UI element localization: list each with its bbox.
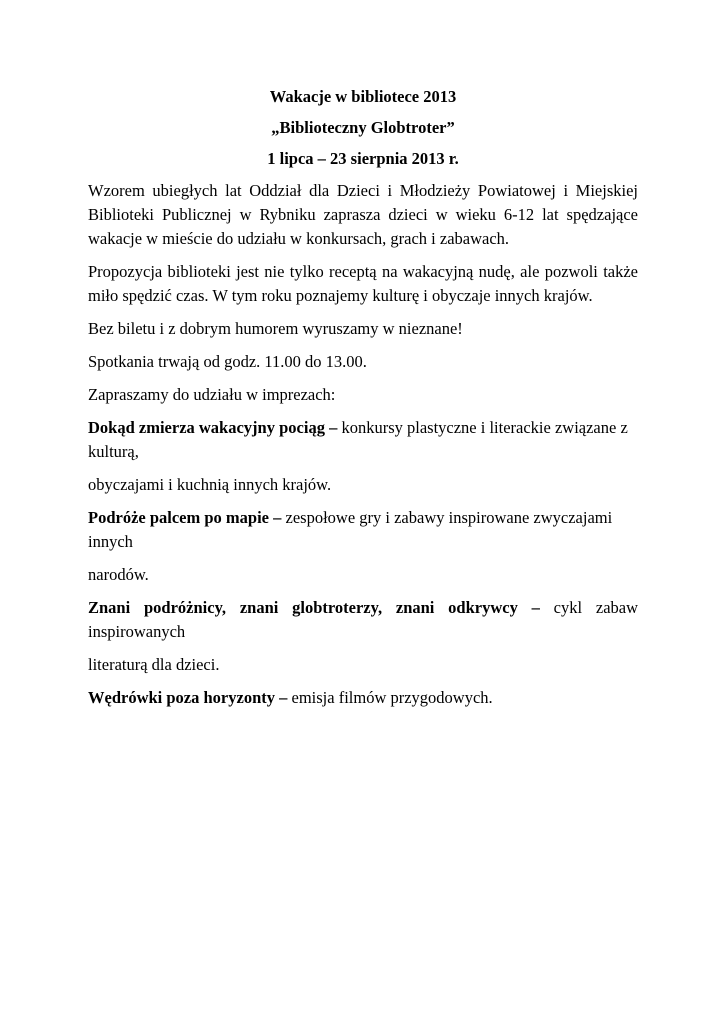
event-continuation: literaturą dla dzieci.: [88, 655, 220, 674]
event-continuation: narodów.: [88, 565, 149, 584]
event-continuation: obyczajami i kuchnią innych krajów.: [88, 475, 332, 494]
event-item: [88, 416, 638, 464]
invite-paragraph: Zapraszamy do udziału w imprezach:: [88, 385, 336, 404]
event-item: [88, 506, 638, 554]
document-title: Wakacje w bibliotece 2013: [269, 87, 457, 106]
event-name: Znani podróżnicy, znani globtroterzy, znani odkrywcy: [88, 598, 518, 617]
event-separator: –: [517, 598, 554, 617]
motto-paragraph: Bez biletu i z dobrym humorem wyruszamy w nieznane!: [88, 319, 463, 338]
event-description: konkursy plastyczne i literackie związane z kulturą,: [88, 418, 628, 461]
event-description: cykl zabaw inspirowanych: [88, 598, 639, 641]
hours-paragraph: Spotkania trwają od godz. 11.00 do 13.00.: [88, 352, 367, 371]
event-name: Podróże palcem po mapie: [88, 508, 270, 527]
intro-paragraph: Wzorem ubiegłych lat Oddział dla Dzieci i Młodzieży Powiatowej i Miejskiej Biblioteki Publicznej w Rybniku zaprasza dzieci w wieku 6-12 lat spędzające wakacje w mieście do udziału w konkursach, grach i zabawach.: [88, 181, 638, 248]
event-separator: –: [324, 418, 342, 437]
event-separator: –: [269, 508, 286, 527]
event-separator: –: [275, 688, 292, 707]
event-description: emisja filmów przygodowych.: [291, 688, 493, 707]
event-description: zespołowe gry i zabawy inspirowane zwyczajami innych: [88, 508, 613, 551]
document-subtitle: „Biblioteczny Globtroter”: [271, 118, 455, 137]
event-name: Wędrówki poza horyzonty: [88, 688, 275, 707]
proposal-paragraph: Propozycja biblioteki jest nie tylko receptą na wakacyjną nudę, ale pozwoli także miło spędzić czas. W tym roku poznajemy kulturę i obyczaje innych krajów.: [88, 262, 638, 305]
document-content: [88, 86, 638, 719]
event-item: [88, 686, 638, 710]
event-name: Dokąd zmierza wakacyjny pociąg: [88, 418, 325, 437]
document-dates: 1 lipca – 23 sierpnia 2013 r.: [267, 149, 459, 168]
event-item: [88, 596, 638, 644]
